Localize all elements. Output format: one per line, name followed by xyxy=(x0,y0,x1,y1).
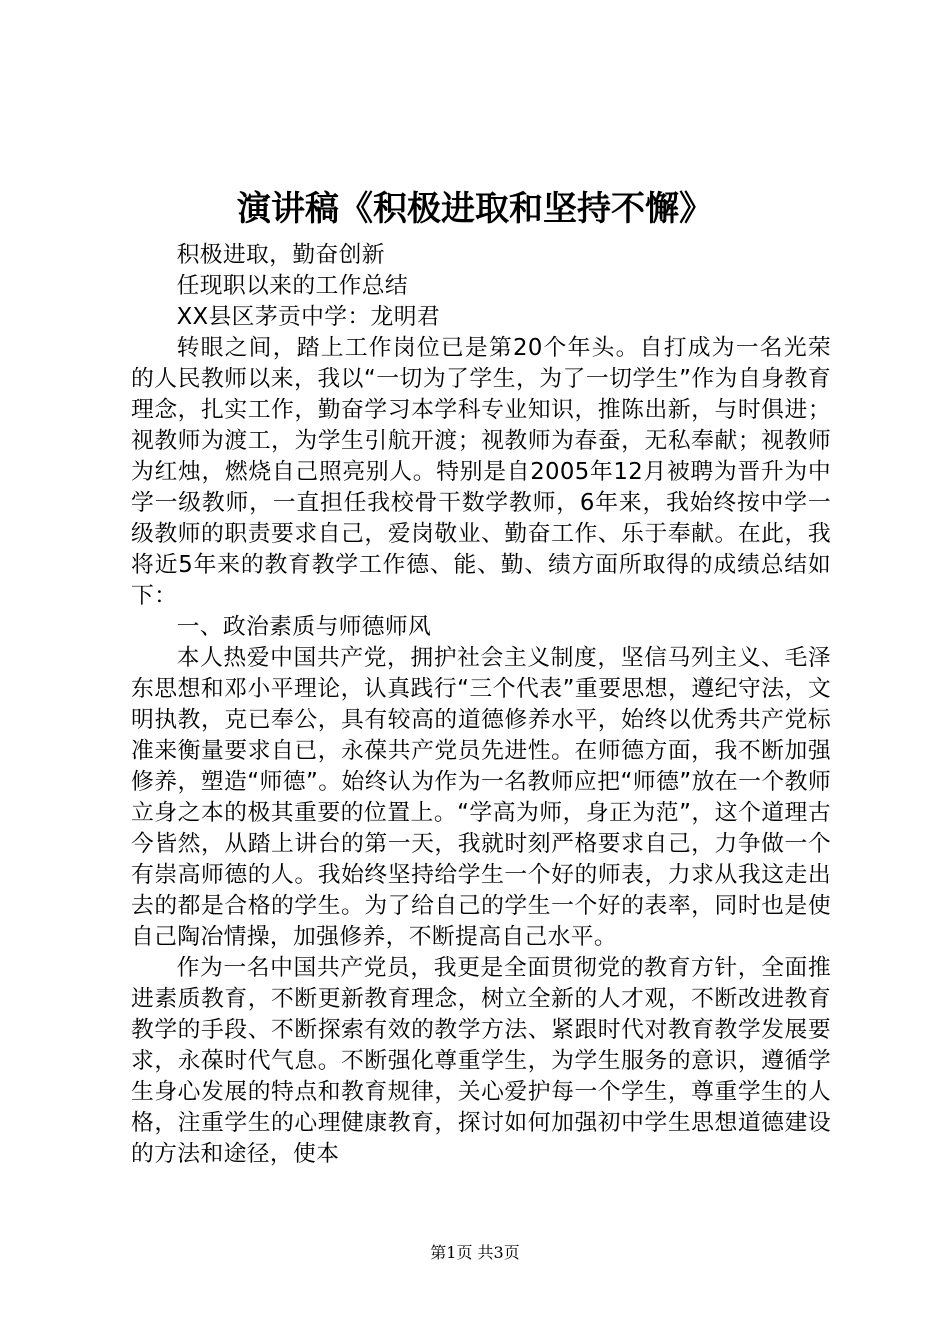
subtitle-line: 任现职以来的工作总结 xyxy=(176,273,409,299)
author-line: XX县区茅贡中学：龙明君 xyxy=(176,304,440,330)
document-title: 演讲稿《积极进取和坚持不懈》 xyxy=(237,189,713,229)
body-paragraph: 本人热爱中国共产党，拥护社会主义制度，坚信马列主义、毛泽东思想和邓小平理论，认真践行“三个代表”重要思想，遵纪守法，文明执教，克已奉公，具有较高的道德修养水平，始终以优秀共产党标准来衡量要求自已，永葆共产党员先进性。在师德方面，我不断加强修养，塑造“师德”。始终认为作为一名教师应把“师德”放在一个教师立身之本的极其重要的位置上。“学高为师，身正为范”，这个道理古今皆然，从踏上讲台的第一天，我就时刻严格要求自己，力争做一个有崇高师德的人。我始终坚持给学生一个好的师表，力求从我这走出去的都是合格的学生。为了给自己的学生一个好的表率，同时也是使自己陶冶情操，加强修养，不断提高自己水平。 xyxy=(131,645,831,950)
document-body xyxy=(131,240,831,1170)
subtitle-line: 积极进取，勤奋创新 xyxy=(176,242,385,268)
section-heading: 一、政治素质与师德师风 xyxy=(176,614,432,640)
body-paragraph: 转眼之间，踏上工作岗位已是第20个年头。自打成为一名光荣的人民教师以来，我以“一切为了学生，为了一切学生”作为自身教育理念，扎实工作，勤奋学习本学科专业知识，推陈出新，与时俱进；视教师为渡工，为学生引航开渡；视教师为春蚕，无私奉献；视教师为红烛，燃烧自己照亮别人。特别是自2005年12月被聘为晋升为中学一级教师，一直担任我校骨干数学教师，6年来，我始终按中学一级教师的职责要求自己，爱岗敬业、勤奋工作、乐于奉献。在此，我将近5年来的教育教学工作德、能、勤、绩方面所取得的成绩总结如下： xyxy=(131,335,831,609)
page-footer: 第1页 共3页 xyxy=(430,1243,520,1262)
body-paragraph: 作为一名中国共产党员，我更是全面贯彻党的教育方针，全面推进素质教育，不断更新教育理念，树立全新的人才观，不断改进教育教学的手段、不断探索有效的教学方法、紧跟时代对教育教学发展要求，永葆时代气息。不断强化尊重学生，为学生服务的意识，遵循学生身心发展的特点和教育规律，关心爱护每一个学生，尊重学生的人格，注重学生的心理健康教育，探讨如何加强初中学生思想道德建设的方法和途径，使本 xyxy=(131,955,831,1167)
